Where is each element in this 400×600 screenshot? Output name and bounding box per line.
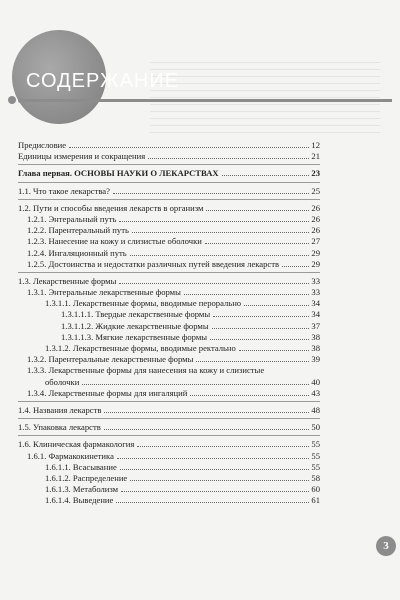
toc-dot-leader [119, 214, 309, 222]
toc-entry-title: 1.1. Что такое лекарства? [18, 185, 110, 196]
toc-entry-page: 55 [311, 461, 320, 472]
toc-entry-page: 34 [311, 298, 320, 309]
toc-dot-leader [210, 332, 309, 340]
faded-background-text [150, 62, 380, 134]
toc-entry-title: Единицы измерения и сокращения [18, 151, 146, 162]
toc-dot-leader [239, 343, 309, 351]
toc-entry [18, 484, 320, 495]
header-rule [22, 99, 392, 102]
toc-entry [18, 332, 320, 343]
toc-entry-title: 1.2.4. Ингаляционный путь [27, 247, 127, 258]
toc-entry-page: 26 [311, 213, 320, 224]
toc-separator [18, 418, 320, 419]
toc-entry-page: 38 [311, 343, 320, 353]
toc-entry [18, 248, 320, 259]
toc-dot-leader [282, 259, 309, 267]
toc-dot-leader [130, 248, 309, 256]
toc-entry-title: 1.3.3. Лекарственные формы для нанесения на кожу и слизистые [27, 365, 265, 376]
toc-entry-title: Предисловие [18, 140, 67, 150]
toc-entry [18, 298, 320, 309]
toc-dot-leader [205, 236, 309, 244]
toc-entry [18, 354, 320, 365]
toc-entry-title: 1.3.1.1.2. Жидкие лекарственные формы [61, 320, 209, 331]
toc-dot-leader [121, 484, 309, 492]
toc-entry-title: 1.3.1.1.1. Твердые лекарственные формы [61, 309, 211, 320]
toc-entry-page: 29 [311, 247, 320, 258]
toc-entry-page: 39 [311, 354, 320, 365]
toc-dot-leader [69, 140, 309, 148]
toc-entry-title: 1.3.1.1. Лекарственные формы, вводимые перорально [45, 298, 242, 309]
toc-entry-title: 1.2.1. Энтеральный путь [27, 213, 117, 224]
toc-dot-leader [184, 287, 309, 295]
toc-entry-page: 33 [311, 275, 320, 286]
toc-entry-page: 23 [311, 168, 320, 179]
toc-entry [18, 451, 320, 462]
toc-dot-leader [104, 405, 309, 413]
toc-dot-leader [244, 298, 309, 306]
table-of-contents [18, 140, 320, 506]
toc-dot-leader [206, 203, 309, 211]
toc-entry [18, 236, 320, 247]
toc-entry-page: 25 [311, 185, 320, 196]
page-number-badge [376, 536, 396, 556]
toc-separator [18, 199, 320, 200]
toc-entry [18, 140, 320, 151]
toc-dot-leader [120, 462, 309, 470]
toc-entry [18, 321, 320, 332]
toc-entry-page: 12 [311, 140, 320, 150]
toc-separator [18, 164, 320, 165]
toc-entry [18, 259, 320, 270]
toc-entry-title: 1.6.1.3. Метаболизм [45, 484, 119, 495]
toc-entry-title: 1.4. Названия лекарств [18, 404, 102, 415]
toc-separator [18, 401, 320, 402]
toc-entry [18, 422, 320, 433]
toc-entry-page: 60 [311, 484, 320, 495]
toc-entry-page: 55 [311, 439, 320, 450]
toc-entry-title: 1.6.1.4. Выведение [45, 495, 114, 506]
toc-entry-page: 40 [311, 376, 320, 387]
toc-entry [18, 203, 320, 214]
toc-entry-page: 26 [311, 225, 320, 236]
toc-entry-title: 1.6. Клиническая фармакология [18, 439, 135, 450]
toc-dot-leader [212, 321, 309, 329]
toc-dot-leader [82, 377, 309, 385]
toc-entry [18, 473, 320, 484]
toc-dot-leader [190, 388, 309, 396]
toc-dot-leader [116, 495, 309, 503]
toc-entry-title: 1.6.1.2. Распределение [45, 472, 128, 483]
toc-entry-page: 21 [311, 151, 320, 162]
toc-entry-title: 1.3. Лекарственные формы [18, 275, 117, 286]
toc-entry-page: 58 [311, 472, 320, 483]
toc-entry [18, 276, 320, 287]
toc-entry [18, 309, 320, 320]
toc-entry-title: 1.3.2. Парентеральные лекарственные формы [27, 354, 194, 365]
toc-dot-leader [148, 151, 309, 159]
header-dot-large [8, 96, 16, 104]
toc-entry [18, 343, 320, 354]
toc-entry-page: 55 [311, 450, 320, 461]
toc-separator [18, 435, 320, 436]
toc-entry-page: 43 [311, 387, 320, 398]
toc-entry-title: 1.3.1. Энтеральные лекарственные формы [27, 287, 181, 298]
toc-dot-leader [104, 422, 309, 430]
toc-dot-leader [130, 473, 309, 481]
toc-entry [18, 462, 320, 473]
toc-entry-title: 1.2.5. Достоинства и недостатки различных путей введения лекарств [27, 258, 280, 269]
toc-entry [18, 214, 320, 225]
toc-entry [18, 495, 320, 506]
toc-entry-title: 1.2. Пути и способы введения лекарств в организм [18, 202, 204, 213]
toc-entry-page: 34 [311, 309, 320, 320]
toc-dot-leader [117, 451, 309, 459]
toc-entry [18, 151, 320, 162]
toc-entry-title: 1.3.1.1.3. Мягкие лекарственные формы [61, 331, 208, 342]
toc-entry-page: 26 [311, 202, 320, 213]
toc-entry-title: 1.3.1.2. Лекарственные формы, вводимые ректально [45, 343, 236, 353]
toc-entry-title: 1.2.2. Парентеральный путь [27, 225, 129, 236]
toc-separator [18, 272, 320, 273]
toc-entry-page: 37 [311, 320, 320, 331]
toc-entry-page: 61 [311, 495, 320, 506]
toc-entry-page: 38 [311, 331, 320, 342]
toc-entry-page: 48 [311, 404, 320, 415]
toc-dot-leader [132, 225, 309, 233]
toc-entry [18, 388, 320, 399]
toc-dot-leader [196, 354, 309, 362]
toc-entry [18, 186, 320, 197]
header-dot-small [18, 98, 23, 103]
toc-entry-page: 29 [311, 258, 320, 269]
toc-dot-leader [119, 276, 309, 284]
toc-separator [18, 182, 320, 183]
toc-entry [18, 377, 320, 388]
toc-entry-title: 1.5. Упаковка лекарств [18, 422, 101, 433]
toc-entry-title: Глава первая. ОСНОВЫ НАУКИ О ЛЕКАРСТВАХ [18, 168, 219, 179]
toc-entry-title: 1.3.4. Лекарственные формы для ингаляций [27, 387, 188, 398]
toc-dot-leader [137, 439, 309, 447]
toc-entry [18, 365, 320, 376]
toc-dot-leader [222, 168, 309, 176]
toc-dot-leader [213, 309, 309, 317]
toc-entry-page: 27 [311, 236, 320, 247]
toc-entry-title: оболочки [45, 376, 80, 387]
toc-entry-page: 50 [311, 422, 320, 433]
toc-entry [18, 225, 320, 236]
toc-entry [18, 405, 320, 416]
toc-entry-title: 1.6.1.1. Всасывание [45, 461, 117, 472]
toc-entry [18, 287, 320, 298]
toc-entry [18, 439, 320, 450]
toc-entry-page: 33 [311, 287, 320, 298]
page-number: 3 [383, 540, 389, 552]
toc-dot-leader [113, 186, 309, 194]
toc-entry-title: 1.2.3. Нанесение на кожу и слизистые оболочки [27, 236, 202, 247]
toc-entry [18, 168, 320, 179]
page-title: СОДЕРЖАНИЕ [26, 70, 180, 92]
toc-entry-title: 1.6.1. Фармакокинетика [27, 450, 114, 461]
